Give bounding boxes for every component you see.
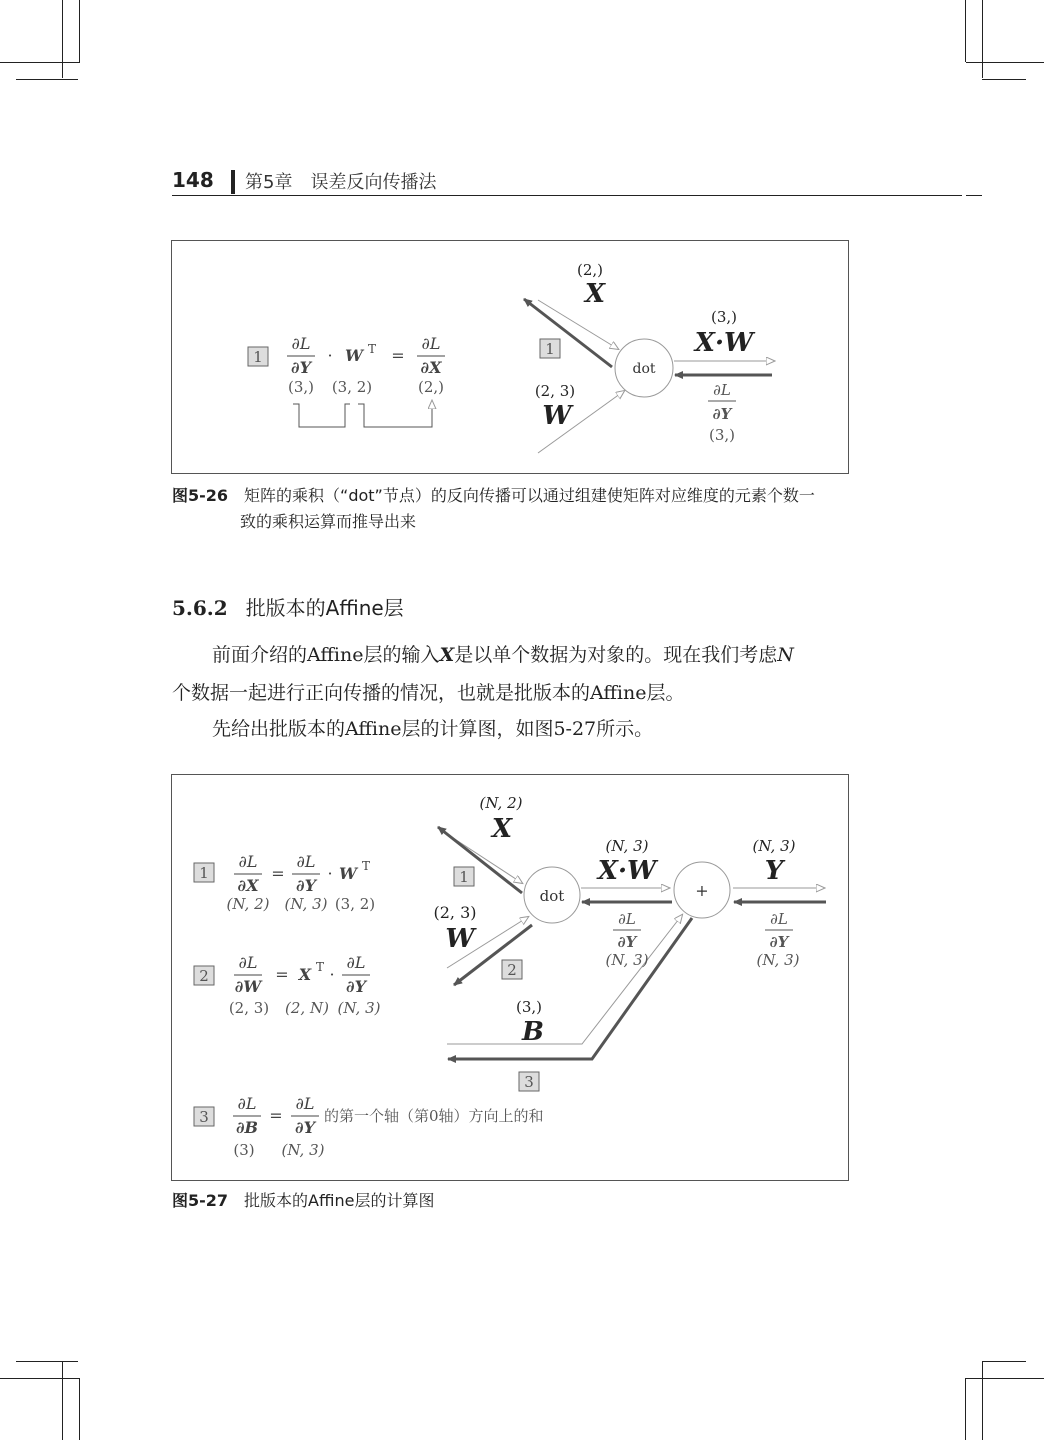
eq-dot: ·	[327, 864, 333, 883]
section-title: 批版本的Affine层	[245, 596, 404, 620]
eq-denominator: ∂W	[234, 977, 262, 996]
grad-shape: (N, 3)	[756, 951, 800, 969]
step-label: 2	[199, 967, 209, 985]
crop-mark	[62, 0, 63, 78]
caption-text: 矩阵的乘积（“dot”节点）的反向传播可以通过组建使矩阵对应维度的元素个数一	[244, 486, 815, 505]
dot-node-label: dot	[632, 361, 656, 377]
paragraph-text: 前面介绍的Affine层的输入	[212, 644, 440, 666]
dot-node-label: dot	[539, 887, 565, 905]
x-variable: X	[584, 279, 606, 309]
eq-denominator: ∂Y	[346, 977, 366, 996]
eq-description: 的第一个轴（第0轴）方向上的和	[324, 1107, 544, 1125]
shape-label: (N, 2)	[226, 895, 270, 913]
step-label: 1	[459, 868, 469, 886]
shape-label: (3)	[233, 1141, 255, 1159]
step-label: 3	[524, 1073, 534, 1091]
crop-mark	[79, 0, 80, 62]
eq-equals: =	[269, 1106, 283, 1125]
caption-text: 批版本的Affine层的计算图	[244, 1191, 435, 1210]
math-n: N	[777, 644, 794, 666]
shape-bracket	[293, 404, 350, 427]
w-shape: (2, 3)	[534, 382, 576, 400]
crop-mark	[982, 79, 1026, 80]
step-label: 1	[545, 340, 555, 358]
crop-mark	[966, 62, 1044, 63]
shape-label: (N, 3)	[284, 895, 328, 913]
backward-arrow-x	[524, 299, 612, 367]
plus-node-label: +	[695, 881, 709, 900]
shape-bracket	[358, 401, 432, 427]
paragraph	[212, 640, 794, 667]
figure-5-27-graph	[172, 775, 848, 1180]
crop-mark	[982, 1361, 1026, 1362]
crop-mark	[62, 1362, 63, 1440]
eq-denominator: ∂X	[237, 876, 259, 895]
grad-denominator: ∂Y	[712, 405, 732, 423]
eq-equals: =	[275, 965, 289, 984]
eq-w: W	[339, 864, 357, 883]
paragraph	[172, 678, 684, 705]
w-variable: W	[445, 924, 475, 954]
eq-denominator: ∂Y	[295, 1118, 315, 1137]
x-shape: (N, 2)	[479, 794, 523, 812]
section-number: 5.6.2	[172, 596, 228, 620]
eq-denominator: ∂Y	[291, 358, 311, 377]
crop-mark	[965, 1378, 966, 1440]
section-heading	[172, 592, 404, 621]
figure-number: 图5-27	[172, 1191, 229, 1210]
crop-mark	[982, 1362, 983, 1440]
eq-numerator: ∂L	[291, 334, 311, 353]
b-variable: B	[522, 1017, 544, 1047]
shape-label: (2,)	[417, 378, 445, 396]
crop-mark	[16, 79, 78, 80]
shape-label: (3,)	[287, 378, 315, 396]
output-shape: (3,)	[710, 308, 738, 326]
x-shape: (2,)	[576, 261, 604, 279]
paragraph	[212, 714, 653, 741]
step-label: 3	[199, 1108, 209, 1126]
eq-transpose: T	[361, 859, 371, 873]
header-divider	[231, 170, 235, 194]
grad-numerator: ∂L	[770, 910, 788, 928]
eq-dot: ·	[327, 346, 333, 365]
backward-arrow-b	[448, 918, 692, 1059]
grad-denominator: ∂Y	[617, 933, 637, 951]
y-shape: (N, 3)	[752, 837, 796, 855]
header-rule	[172, 195, 962, 196]
x-variable: X	[491, 814, 513, 844]
output-variable: X·W	[694, 328, 754, 358]
eq-numerator: ∂L	[295, 1094, 315, 1113]
shape-label: (2, N)	[285, 999, 329, 1017]
page-number: 148	[172, 168, 214, 192]
paragraph-text: 是以单个数据为对象的。现在我们考虑	[454, 644, 778, 666]
crop-mark	[0, 1378, 80, 1379]
grad-denominator: ∂Y	[769, 933, 789, 951]
shape-label: (N, 3)	[337, 999, 381, 1017]
eq-denominator: ∂X	[420, 358, 442, 377]
eq-dot: ·	[329, 965, 335, 984]
eq-numerator: ∂L	[238, 953, 258, 972]
paragraph-text: 个数据一起进行正向传播的情况，也就是批版本的Affine层。	[172, 682, 685, 704]
figure-5-27	[171, 774, 849, 1181]
chapter-title: 第5章 误差反向传播法	[245, 172, 437, 193]
eq-equals: =	[391, 346, 405, 365]
eq-w: W	[345, 346, 363, 365]
crop-mark	[982, 0, 983, 78]
crop-mark	[966, 1378, 1044, 1379]
eq-numerator: ∂L	[421, 334, 441, 353]
step-label: 1	[199, 864, 209, 882]
crop-mark	[0, 62, 80, 63]
figure-number: 图5-26	[172, 486, 229, 505]
shape-label: (N, 3)	[281, 1141, 325, 1159]
eq-numerator: ∂L	[346, 953, 366, 972]
caption-text: 致的乘积运算而推导出来	[240, 512, 417, 531]
grad-shape: (3,)	[708, 426, 736, 444]
xw-variable: X·W	[597, 856, 657, 886]
eq-transpose: T	[315, 960, 325, 974]
crop-mark	[16, 1361, 78, 1362]
crop-mark	[965, 0, 966, 62]
eq-numerator: ∂L	[296, 852, 316, 871]
figure-5-26-caption-cont	[240, 509, 416, 535]
step-label: 1	[253, 348, 263, 366]
shape-label: (3, 2)	[334, 895, 376, 913]
w-shape: (2, 3)	[433, 903, 477, 922]
eq-equals: =	[271, 864, 285, 883]
math-x: X	[439, 644, 455, 666]
figure-5-27-caption	[172, 1188, 434, 1214]
crop-mark	[79, 1378, 80, 1440]
eq-denominator: ∂B	[235, 1118, 259, 1137]
eq-numerator: ∂L	[238, 852, 258, 871]
grad-shape: (N, 3)	[605, 951, 649, 969]
grad-numerator: ∂L	[618, 910, 636, 928]
shape-label: (2, 3)	[228, 999, 270, 1017]
shape-label: (3, 2)	[331, 378, 373, 396]
b-shape: (3,)	[515, 998, 543, 1016]
eq-numerator: ∂L	[237, 1094, 257, 1113]
header-rule	[966, 195, 982, 196]
figure-5-26-graph	[172, 241, 848, 473]
paragraph-text: 先给出批版本的Affine层的计算图，如图5-27所示。	[212, 718, 654, 740]
eq-denominator: ∂Y	[296, 876, 316, 895]
step-label: 2	[507, 961, 517, 979]
y-variable: Y	[764, 856, 784, 886]
figure-5-26	[171, 240, 849, 474]
xw-shape: (N, 3)	[605, 837, 649, 855]
eq-transpose: T	[367, 342, 377, 356]
eq-x: X	[298, 965, 312, 984]
figure-5-26-caption	[172, 483, 862, 509]
w-variable: W	[542, 401, 572, 431]
grad-numerator: ∂L	[713, 381, 731, 399]
